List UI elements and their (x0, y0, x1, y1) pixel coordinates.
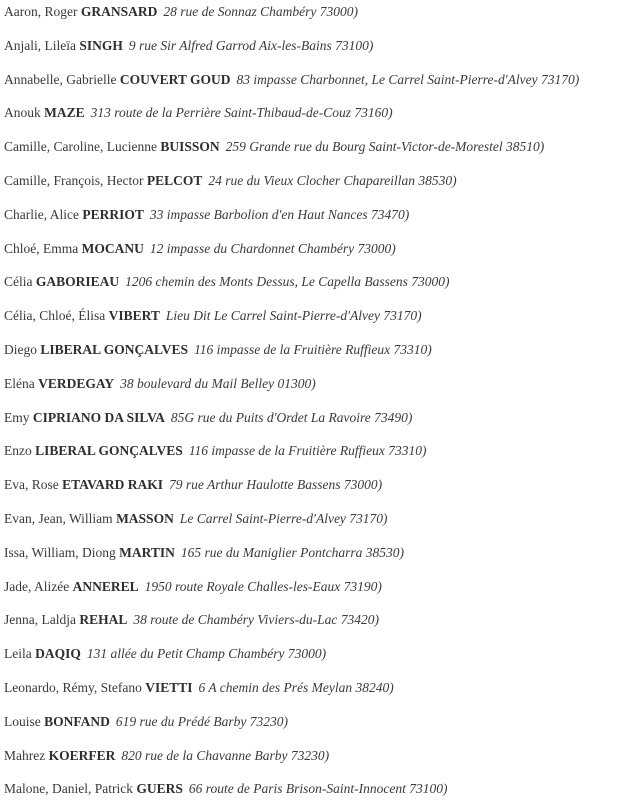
list-item (4, 678, 394, 698)
surname: GABORIEAU (35, 274, 120, 290)
list-item (4, 103, 393, 123)
given-names: Eva, Rose (4, 477, 59, 493)
surname: MASSON (116, 511, 174, 526)
list-item (4, 779, 447, 799)
list-item (4, 171, 457, 191)
list-item (4, 306, 422, 326)
surname: MOCANU (81, 240, 144, 256)
given-names: Chloé, Emma (4, 240, 79, 256)
address: 116 impasse de la Fruitière Ruffieux 73310) (188, 443, 427, 459)
surname: DAQIQ (35, 646, 81, 662)
address: 28 rue de Sonnaz Chambéry 73000) (163, 4, 358, 19)
list-item (4, 340, 432, 360)
surname: GRANSARD (80, 4, 158, 19)
given-names: Charlie, Alice (4, 206, 79, 222)
given-names: Annabelle, Gabrielle (4, 71, 117, 87)
address: 12 impasse du Chardonnet Chambéry 73000) (149, 240, 396, 256)
surname: MARTIN (119, 544, 175, 560)
list-item (4, 205, 409, 225)
surname: LIBERAL GONÇALVES (40, 342, 189, 357)
given-names: Anouk (4, 105, 41, 121)
given-names: Leila (4, 646, 32, 662)
list-item (4, 374, 316, 394)
surname: VIBERT (108, 308, 160, 324)
given-names: Malone, Daniel, Patrick (4, 781, 133, 797)
given-names: Aaron, Roger (4, 4, 78, 19)
given-names: Louise (4, 713, 41, 729)
address: 66 route de Paris Brison-Saint-Innocent 73100) (188, 781, 448, 797)
surname: MAZE (44, 105, 85, 121)
list-item (4, 441, 427, 461)
list-item (4, 644, 326, 664)
address: 79 rue Arthur Haulotte Bassens 73000) (169, 477, 383, 493)
given-names: Leonardo, Rémy, Stefano (4, 680, 142, 695)
address: 33 impasse Barbolion d'en Haut Nances 73470) (149, 206, 410, 222)
surname: ANNEREL (72, 578, 139, 594)
list-item (4, 36, 373, 56)
address: 1206 chemin des Monts Dessus, Le Capella Bassens 73000) (125, 274, 450, 290)
list-item (4, 272, 450, 292)
list-item (4, 408, 412, 428)
address: 165 rue du Maniglier Pontcharra 38530) (180, 544, 404, 560)
surname: VERDEGAY (38, 375, 115, 391)
given-names: Mahrez (4, 747, 46, 763)
surname: BONFAND (44, 713, 110, 729)
surname: PERRIOT (82, 206, 144, 222)
list-item (4, 70, 579, 90)
address: 259 Grande rue du Bourg Saint-Victor-de-Morestel 38510) (225, 139, 545, 155)
given-names: Diego (4, 342, 37, 357)
address: 85G rue du Puits d'Ordet La Ravoire 73490) (170, 409, 413, 425)
surname: LIBERAL GONÇALVES (35, 443, 183, 459)
address: 24 rue du Vieux Clocher Chapareillan 38530) (208, 173, 457, 188)
surname: BUISSON (160, 139, 220, 155)
list-item (4, 610, 379, 630)
given-names: Célia, Chloé, Élisa (4, 308, 106, 324)
given-names: Anjali, Lileïa (4, 37, 76, 53)
surname: COUVERT GOUD (119, 71, 231, 87)
list-item (4, 2, 358, 22)
list-item (4, 712, 288, 732)
address: Lieu Dit Le Carrel Saint-Pierre-d'Alvey 73170) (165, 308, 422, 324)
given-names: Evan, Jean, William (4, 511, 113, 526)
address: 619 rue du Prédé Barby 73230) (115, 713, 288, 729)
address: 1950 route Royale Challes-les-Eaux 73190) (144, 578, 382, 594)
surname: CIPRIANO DA SILVA (32, 409, 165, 425)
address: 6 A chemin des Prés Meylan 38240) (198, 680, 394, 695)
address: 131 allée du Petit Champ Chambéry 73000) (86, 646, 327, 662)
address: 9 rue Sir Alfred Garrod Aix-les-Bains 73100) (128, 37, 374, 53)
list-item (4, 509, 388, 529)
list-item (4, 746, 329, 766)
surname: GUERS (136, 781, 183, 797)
surname: PELCOT (146, 173, 203, 188)
given-names: Enzo (4, 443, 32, 459)
address: Le Carrel Saint-Pierre-d'Alvey 73170) (179, 511, 388, 526)
address: 83 impasse Charbonnet, Le Carrel Saint-Pierre-d'Alvey 73170) (236, 71, 580, 87)
address: 820 rue de la Chavanne Barby 73230) (121, 747, 330, 763)
list-item (4, 475, 382, 495)
given-names: Jade, Alizée (4, 578, 70, 594)
given-names: Célia (4, 274, 33, 290)
address: 116 impasse de la Fruitière Ruffieux 73310) (194, 342, 432, 357)
surname: KOERFER (48, 747, 116, 763)
surname: SINGH (79, 37, 123, 53)
list-item (4, 577, 382, 597)
address: 313 route de la Perrière Saint-Thibaud-de-Couz 73160) (90, 105, 393, 121)
given-names: Camille, François, Hector (4, 173, 144, 188)
surname: ETAVARD RAKI (62, 477, 164, 493)
surname: REHAL (79, 612, 128, 628)
list-item (4, 239, 396, 259)
given-names: Eléna (4, 375, 35, 391)
address: 38 route de Chambéry Viviers-du-Lac 73420) (133, 612, 379, 628)
given-names: Emy (4, 409, 30, 425)
given-names: Camille, Caroline, Lucienne (4, 139, 157, 155)
list-item (4, 137, 544, 157)
address: 38 boulevard du Mail Belley 01300) (120, 375, 316, 391)
given-names: Issa, William, Diong (4, 544, 116, 560)
list-item (4, 543, 404, 563)
surname: VIETTI (145, 680, 193, 695)
given-names: Jenna, Laldja (4, 612, 76, 628)
